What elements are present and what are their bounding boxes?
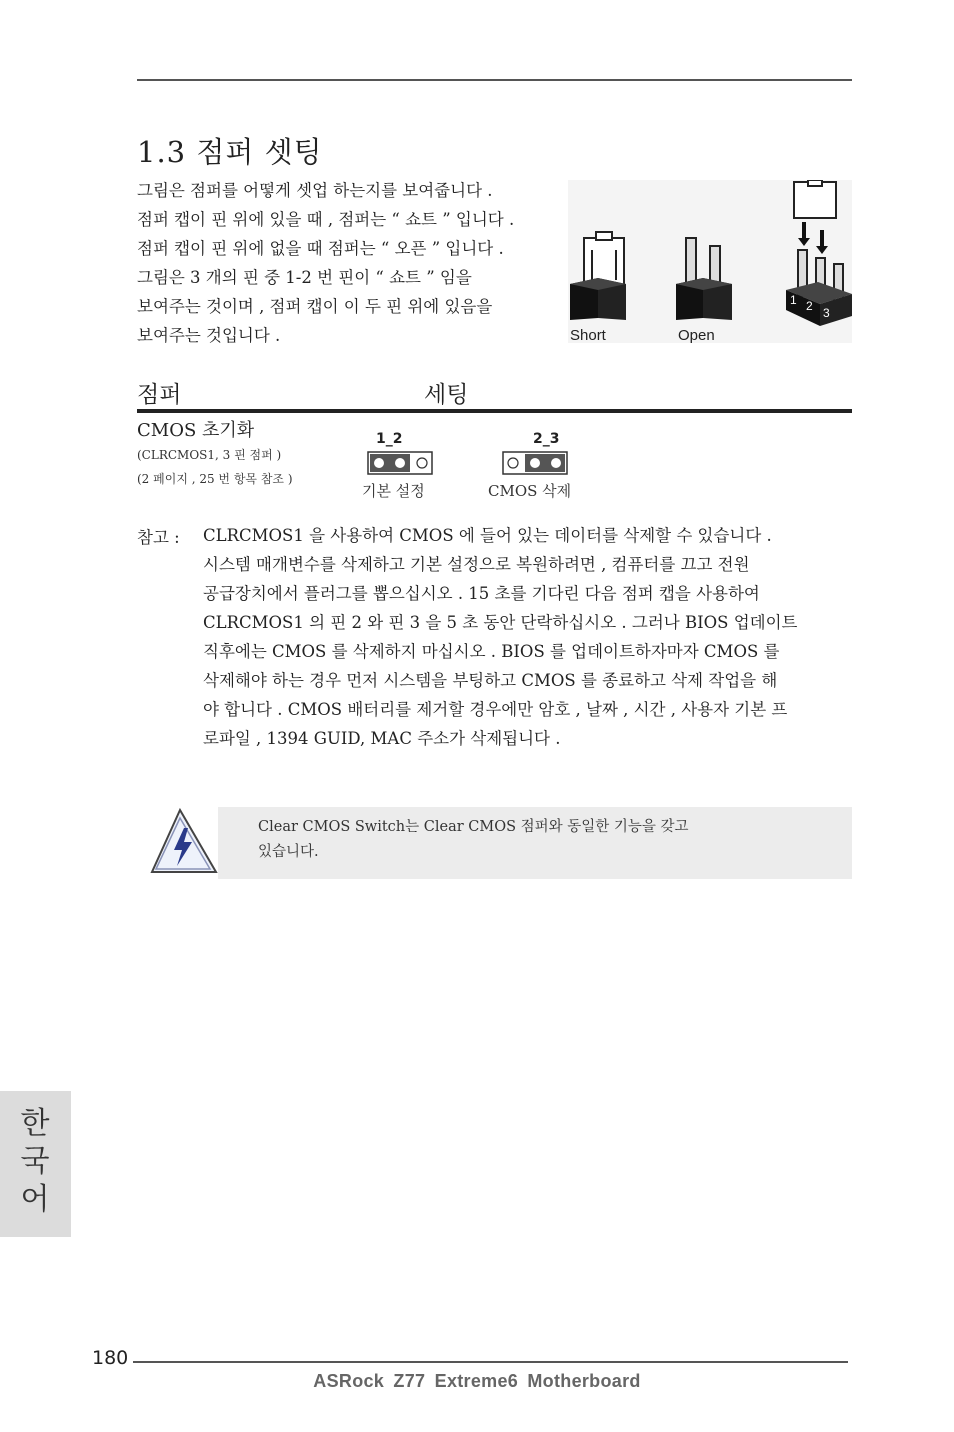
section-title: 1.3 점퍼 셋팅: [137, 135, 323, 169]
callout-text: [258, 815, 689, 865]
pin3-label: 3: [823, 306, 830, 320]
open-jumper-icon: [676, 238, 732, 320]
table-header-jumper: 점퍼: [137, 382, 182, 408]
note-line: 공급장치에서 플러그를 뽑으십시오 . 15 초를 기다린 다음 점퍼 캡을 사용하여: [203, 584, 760, 603]
pin2-label: 2: [806, 299, 813, 313]
cmos-row-sub2: (2 페이지 , 25 번 항목 참조 ): [137, 472, 293, 486]
footer-title: ASRock Z77 Extreme6 Motherboard: [313, 1371, 641, 1391]
language-side-label: [15, 1105, 55, 1219]
side-char: 국: [20, 1144, 50, 1179]
header-rule: [137, 79, 852, 81]
note-line: CLRCMOS1 의 핀 2 와 핀 3 을 5 초 동안 단락하십시오 . 그러나 BIOS 업데이트: [203, 613, 798, 632]
side-char: 한: [20, 1106, 50, 1141]
note-body: [203, 521, 853, 753]
callout-line1: Clear CMOS Switch는 Clear CMOS 점퍼와 동일한 기능을 갖고: [258, 819, 689, 835]
default-caption: 기본 설정: [362, 482, 425, 500]
pin1-label: 1: [790, 293, 797, 307]
short-label: Short: [570, 327, 606, 343]
intro-line: 점퍼 캡이 핀 위에 없을 때 점퍼는 “ 오픈 ” 입니다 .: [137, 239, 504, 258]
intro-paragraph: [137, 176, 567, 350]
warning-icon: [150, 806, 220, 876]
clear-pins-label: 2_3: [533, 431, 560, 447]
note-line: 야 합니다 . CMOS 배터리를 제거할 경우에만 암호 , 날짜 , 시간 , 사용자 기본 프: [203, 700, 788, 719]
footer-rule: [133, 1361, 848, 1363]
default-pins-label: 1_2: [376, 431, 403, 447]
table-header-setting: 세팅: [424, 382, 469, 408]
table-header-rule: [137, 409, 852, 413]
intro-line: 그림은 점퍼를 어떻게 셋업 하는지를 보여줍니다 .: [137, 181, 493, 200]
intro-line: 보여주는 것입니다 .: [137, 326, 281, 345]
intro-line: 점퍼 캡이 핀 위에 있을 때 , 점퍼는 “ 쇼트 ” 입니다 .: [137, 210, 515, 229]
note-line: 시스템 매개변수를 삭제하고 기본 설정으로 복원하려면 , 컴퓨터를 끄고 전원: [203, 555, 750, 574]
default-jumper-icon: [367, 451, 433, 475]
jumper-illustration: [568, 180, 852, 343]
note-line: 직후에는 CMOS 를 삭제하지 마십시오 . BIOS 를 업데이트하자마자 CMOS 를: [203, 642, 780, 661]
clear-caption: CMOS 삭제: [488, 482, 572, 500]
intro-line: 그림은 3 개의 핀 중 1-2 번 핀이 “ 쇼트 ” 임을: [137, 268, 472, 287]
note-line: CLRCMOS1 을 사용하여 CMOS 에 들어 있는 데이터를 삭제할 수 있습니다 .: [203, 526, 772, 545]
cmos-row-sub1: (CLRCMOS1, 3 핀 점퍼 ): [137, 448, 282, 462]
intro-line: 보여주는 것이며 , 점퍼 캡이 이 두 핀 위에 있음을: [137, 297, 493, 316]
note-line: 로파일 , 1394 GUID, MAC 주소가 삭제됩니다 .: [203, 729, 561, 748]
short-jumper-icon: [570, 232, 626, 320]
callout-line2: 있습니다.: [258, 844, 319, 860]
note-label: 참고 :: [137, 528, 180, 547]
open-label: Open: [678, 327, 715, 343]
cmos-row-title: CMOS 초기화: [137, 420, 255, 441]
note-line: 삭제해야 하는 경우 먼저 시스템을 부팅하고 CMOS 를 종료하고 삭제 작업을 해: [203, 671, 778, 690]
page-number: 180: [92, 1347, 129, 1369]
jumper-figure: [568, 180, 852, 343]
clear-jumper-icon: [502, 451, 568, 475]
side-char: 어: [20, 1182, 50, 1217]
